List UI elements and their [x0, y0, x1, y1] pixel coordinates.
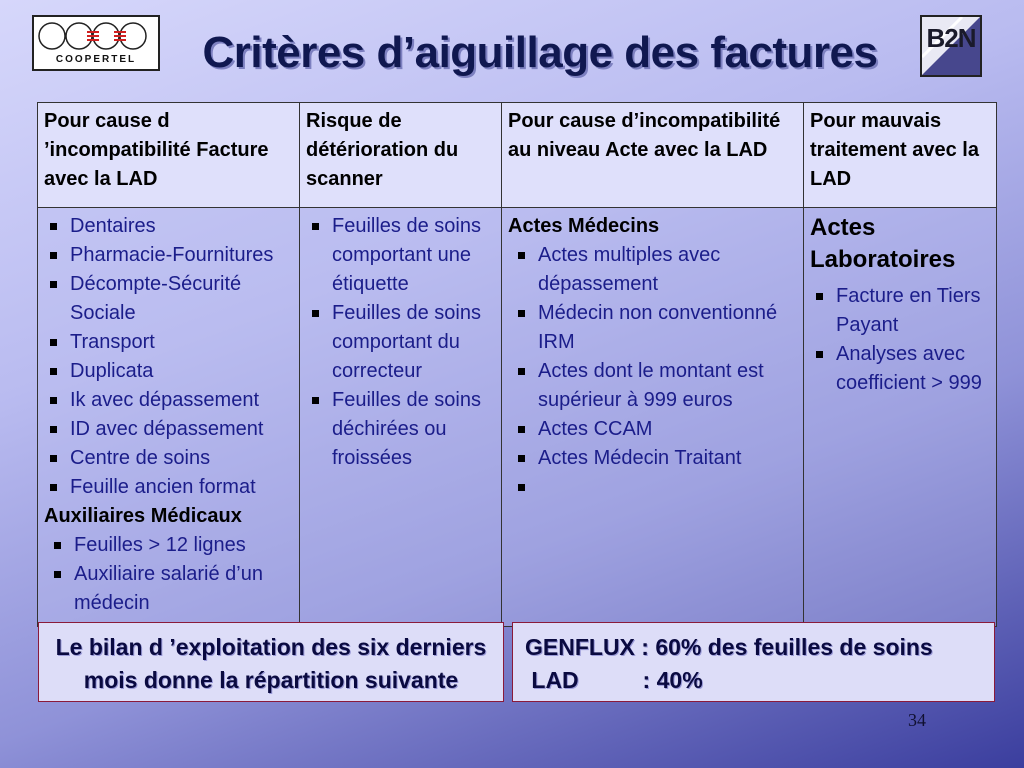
- repartition-box: [512, 622, 995, 702]
- table-header-row: [38, 103, 997, 208]
- cell-incompatibilite-acte: [502, 208, 804, 627]
- cell-incompatibilite-facture: [38, 208, 300, 627]
- bilan-box: [38, 622, 504, 702]
- list-item: Facture en Tiers Payant: [810, 282, 990, 340]
- list-item: ID avec dépassement: [44, 415, 293, 444]
- list-item: Feuilles de soins comportant une étiquette: [306, 212, 495, 299]
- header-cell-incompatibilite-acte: Pour cause d’incompatibilité au niveau Acte avec la LAD: [502, 103, 804, 208]
- list-item: Duplicata: [44, 357, 293, 386]
- page-number: 34: [908, 710, 926, 730]
- header-cell-incompatibilite-facture: Pour cause d ’incompatibilité Facture avec la LAD: [38, 103, 300, 208]
- list-item: Dentaires: [44, 212, 293, 241]
- list-scanner-risks: [306, 212, 495, 473]
- list-actes-medecins: [508, 241, 797, 502]
- list-item-empty: [508, 473, 797, 502]
- list-item: Feuilles de soins comportant du correcteur: [306, 299, 495, 386]
- list-item: Décompte-Sécurité Sociale: [44, 270, 293, 328]
- list-item: Actes CCAM: [508, 415, 797, 444]
- list-item: Pharmacie-Fournitures: [44, 241, 293, 270]
- list-item: Actes dont le montant est supérieur à 999 euros: [508, 357, 797, 415]
- bilan-line-2: mois donne la répartition suivante: [83, 667, 459, 693]
- coopertel-rings-icon: [36, 19, 156, 55]
- header-cell-risque-scanner: Risque de détérioration du scanner: [300, 103, 502, 208]
- b2n-wordmark: B2N: [926, 23, 976, 53]
- list-item: Ik avec dépassement: [44, 386, 293, 415]
- list-facture-types: [44, 212, 293, 502]
- table-body-row: [38, 208, 997, 627]
- cell-risque-scanner: [300, 208, 502, 627]
- list-item: Feuilles de soins déchirées ou froissées: [306, 386, 495, 473]
- header-cell-mauvais-traitement: Pour mauvais traitement avec la LAD: [804, 103, 997, 208]
- subheading-actes-laboratoires: Actes Laboratoires: [810, 214, 956, 273]
- b2n-logo: [920, 15, 982, 77]
- subheading-auxiliaires: Auxiliaires Médicaux: [44, 505, 242, 527]
- list-item: Analyses avec coefficient > 999: [810, 340, 990, 398]
- list-item: Feuille ancien format: [44, 473, 293, 502]
- list-item: Actes multiples avec dépassement: [508, 241, 797, 299]
- coopertel-logo: [32, 15, 160, 71]
- criteria-table: [37, 102, 997, 627]
- list-item: Médecin non conventionné IRM: [508, 299, 797, 357]
- list-actes-laboratoires: [810, 282, 990, 398]
- list-item: Actes Médecin Traitant: [508, 444, 797, 473]
- bilan-line-1: Le bilan d ’exploitation des six derniers: [55, 634, 487, 660]
- list-item: Feuilles > 12 lignes: [44, 531, 293, 560]
- repartition-lad: LAD : 40%: [525, 667, 703, 693]
- page-title: Critères d’aiguillage des factures: [202, 28, 878, 77]
- repartition-genflux: GENFLUX : 60% des feuilles de soins: [525, 634, 933, 660]
- cell-mauvais-traitement: [804, 208, 997, 627]
- list-auxiliaires: [44, 531, 293, 618]
- coopertel-wordmark: COOPERTEL: [55, 54, 137, 65]
- list-item: Auxiliaire salarié d’un médecin: [44, 560, 293, 618]
- list-item: Centre de soins: [44, 444, 293, 473]
- list-item: Transport: [44, 328, 293, 357]
- subheading-actes-medecins: Actes Médecins: [508, 215, 660, 237]
